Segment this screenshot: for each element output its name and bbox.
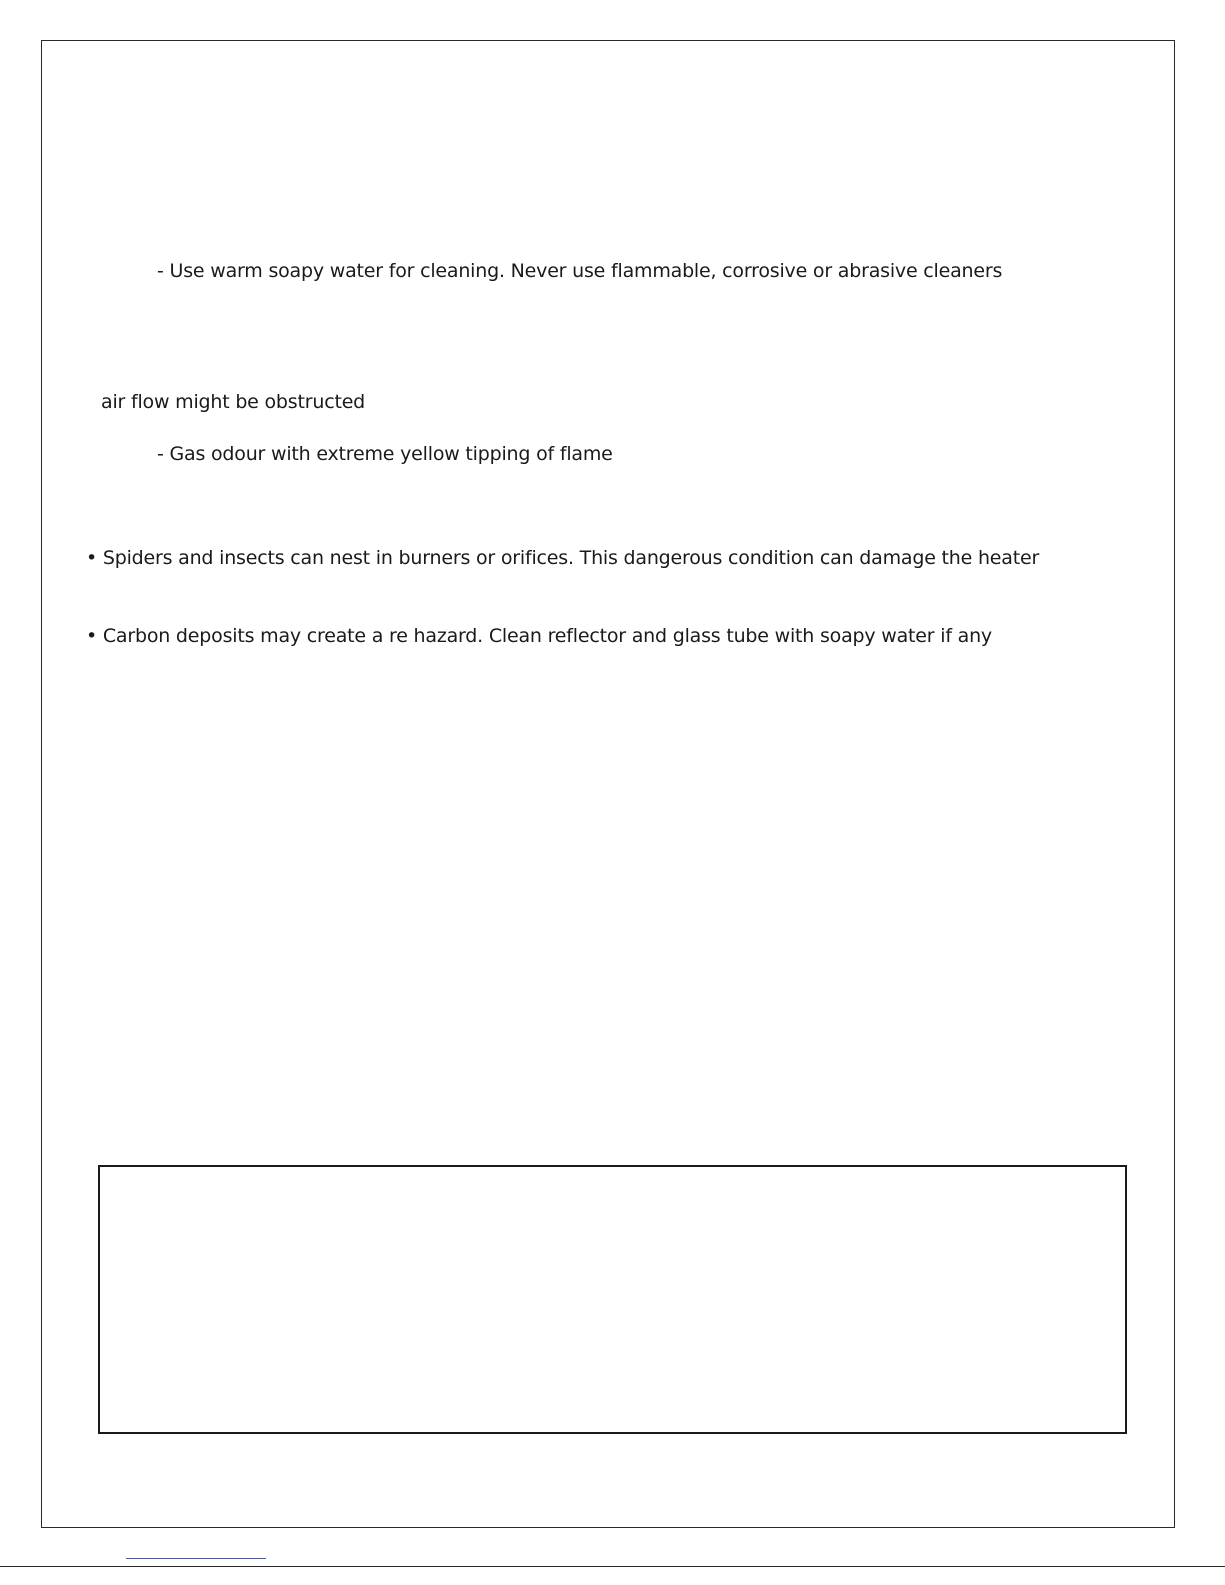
spiders-warning-text: • Spiders and insects can nest in burners or orifices. This dangerous condition can damage the heater bbox=[86, 547, 1040, 569]
carbon-warning-text: • Carbon deposits may create a re hazard. Clean reflector and glass tube with soapy water if any bbox=[86, 625, 992, 647]
air-flow-text: air flow might be obstructed bbox=[101, 391, 366, 413]
cleaning-instruction-text: - Use warm soapy water for cleaning. Never use flammable, corrosive or abrasive cleaners bbox=[157, 260, 1003, 282]
footer-link-underline[interactable] bbox=[126, 1558, 266, 1559]
notice-box bbox=[98, 1165, 1127, 1434]
gas-odour-text: - Gas odour with extreme yellow tipping of flame bbox=[157, 443, 613, 465]
footer-rule bbox=[0, 1566, 1225, 1567]
